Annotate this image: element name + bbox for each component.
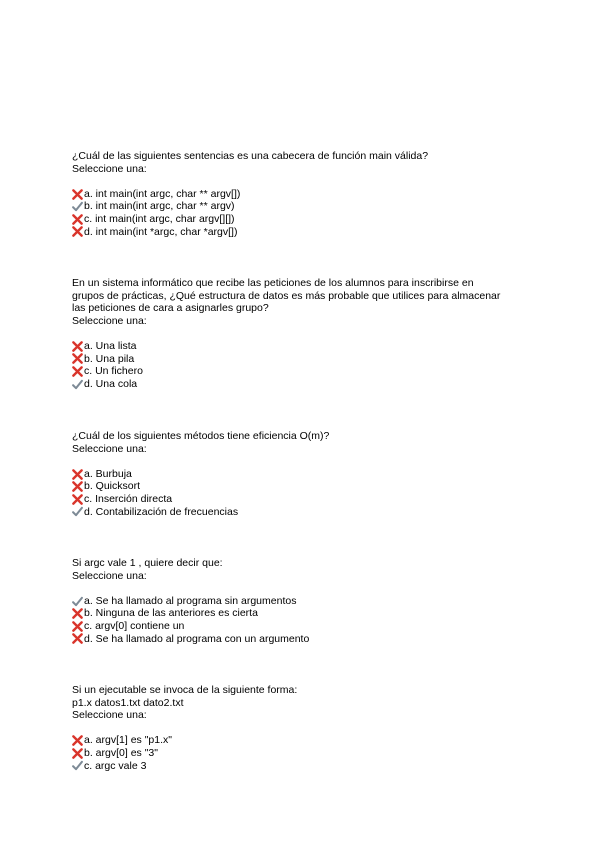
question-text-line: p1.x datos1.txt dato2.txt xyxy=(72,696,184,709)
cross-icon xyxy=(72,735,83,746)
question-text xyxy=(72,684,532,709)
option-label: c. int main(int argc, char argv[][]) xyxy=(84,212,235,225)
option-a[interactable] xyxy=(72,468,532,481)
option-d[interactable] xyxy=(72,633,532,646)
option-c[interactable] xyxy=(72,760,532,773)
select-prompt: Seleccione una: xyxy=(72,442,147,455)
options-list xyxy=(72,340,532,390)
question-3 xyxy=(72,430,532,518)
option-a[interactable] xyxy=(72,340,532,353)
check-icon xyxy=(72,201,83,212)
option-label: b. Una pila xyxy=(84,352,135,365)
cross-icon xyxy=(72,481,83,492)
options-list xyxy=(72,468,532,518)
option-a[interactable] xyxy=(72,595,532,608)
option-d[interactable] xyxy=(72,506,532,519)
cross-icon xyxy=(72,608,83,619)
select-prompt: Seleccione una: xyxy=(72,709,147,722)
check-icon xyxy=(72,506,83,517)
options-list xyxy=(72,188,532,238)
option-c[interactable] xyxy=(72,620,532,633)
cross-icon xyxy=(72,366,83,377)
option-label: d. int main(int *argc, char *argv[]) xyxy=(84,225,238,238)
question-5 xyxy=(72,684,532,772)
select-prompt: Seleccione una: xyxy=(72,162,147,175)
cross-icon xyxy=(72,341,83,352)
option-label: b. argv[0] es "3" xyxy=(84,746,158,759)
cross-icon xyxy=(72,621,83,632)
option-b[interactable] xyxy=(72,353,532,366)
cross-icon xyxy=(72,214,83,225)
cross-icon xyxy=(72,353,83,364)
option-b[interactable] xyxy=(72,480,532,493)
cross-icon xyxy=(72,469,83,480)
option-b[interactable] xyxy=(72,747,532,760)
question-4 xyxy=(72,557,532,645)
cross-icon xyxy=(72,633,83,644)
option-label: c. argv[0] contiene un xyxy=(84,619,185,632)
cross-icon xyxy=(72,494,83,505)
question-2 xyxy=(72,277,532,390)
cross-icon xyxy=(72,226,83,237)
check-icon xyxy=(72,760,83,771)
question-text-line: ¿Cuál de los siguientes métodos tiene eficiencia O(m)? xyxy=(72,430,330,442)
cross-icon xyxy=(72,189,83,200)
option-label: a. Burbuja xyxy=(84,467,132,480)
options-list xyxy=(72,595,532,645)
select-prompt: Seleccione una: xyxy=(72,314,147,327)
option-d[interactable] xyxy=(72,226,532,239)
question-text xyxy=(72,150,532,163)
question-text xyxy=(72,277,532,315)
option-label: a. int main(int argc, char ** argv[]) xyxy=(84,187,241,200)
option-label: d. Se ha llamado al programa con un argumento xyxy=(84,632,310,645)
option-c[interactable] xyxy=(72,213,532,226)
cross-icon xyxy=(72,748,83,759)
option-label: a. Una lista xyxy=(84,339,137,352)
option-b[interactable] xyxy=(72,200,532,213)
option-label: d. Una cola xyxy=(84,377,138,390)
option-b[interactable] xyxy=(72,607,532,620)
question-text xyxy=(72,430,532,443)
option-label: b. Ninguna de las anteriores es cierta xyxy=(84,607,258,620)
question-1 xyxy=(72,150,532,238)
option-c[interactable] xyxy=(72,365,532,378)
option-label: c. argc vale 3 xyxy=(84,759,147,772)
question-text xyxy=(72,557,532,570)
option-label: c. Inserción directa xyxy=(84,492,173,505)
option-c[interactable] xyxy=(72,493,532,506)
check-icon xyxy=(72,596,83,607)
question-text-line: Si argc vale 1 , quiere decir que: xyxy=(72,557,223,569)
options-list xyxy=(72,734,532,772)
option-label: a. Se ha llamado al programa sin argumentos xyxy=(84,594,297,607)
option-label: b. Quicksort xyxy=(84,480,141,493)
option-a[interactable] xyxy=(72,188,532,201)
check-icon xyxy=(72,379,83,390)
option-label: a. argv[1] es "p1.x" xyxy=(84,734,172,747)
option-label: c. Un fichero xyxy=(84,365,143,378)
question-text-line: las peticiones de cara a asignarles grupo? xyxy=(72,302,269,315)
question-text-line: Si un ejecutable se invoca de la siguiente forma: xyxy=(72,684,298,696)
question-text-line: ¿Cuál de las siguientes sentencias es una cabecera de función main válida? xyxy=(72,150,429,162)
option-a[interactable] xyxy=(72,734,532,747)
question-text-line: En un sistema informático que recibe las peticiones de los alumnos para inscribirse en xyxy=(72,277,474,289)
option-label: b. int main(int argc, char ** argv) xyxy=(84,200,235,213)
option-d[interactable] xyxy=(72,378,532,391)
option-label: d. Contabilización de frecuencias xyxy=(84,505,239,518)
question-text-line: grupos de prácticas, ¿Qué estructura de datos es más probable que utilices para almacenar xyxy=(72,289,501,302)
select-prompt: Seleccione una: xyxy=(72,569,147,582)
